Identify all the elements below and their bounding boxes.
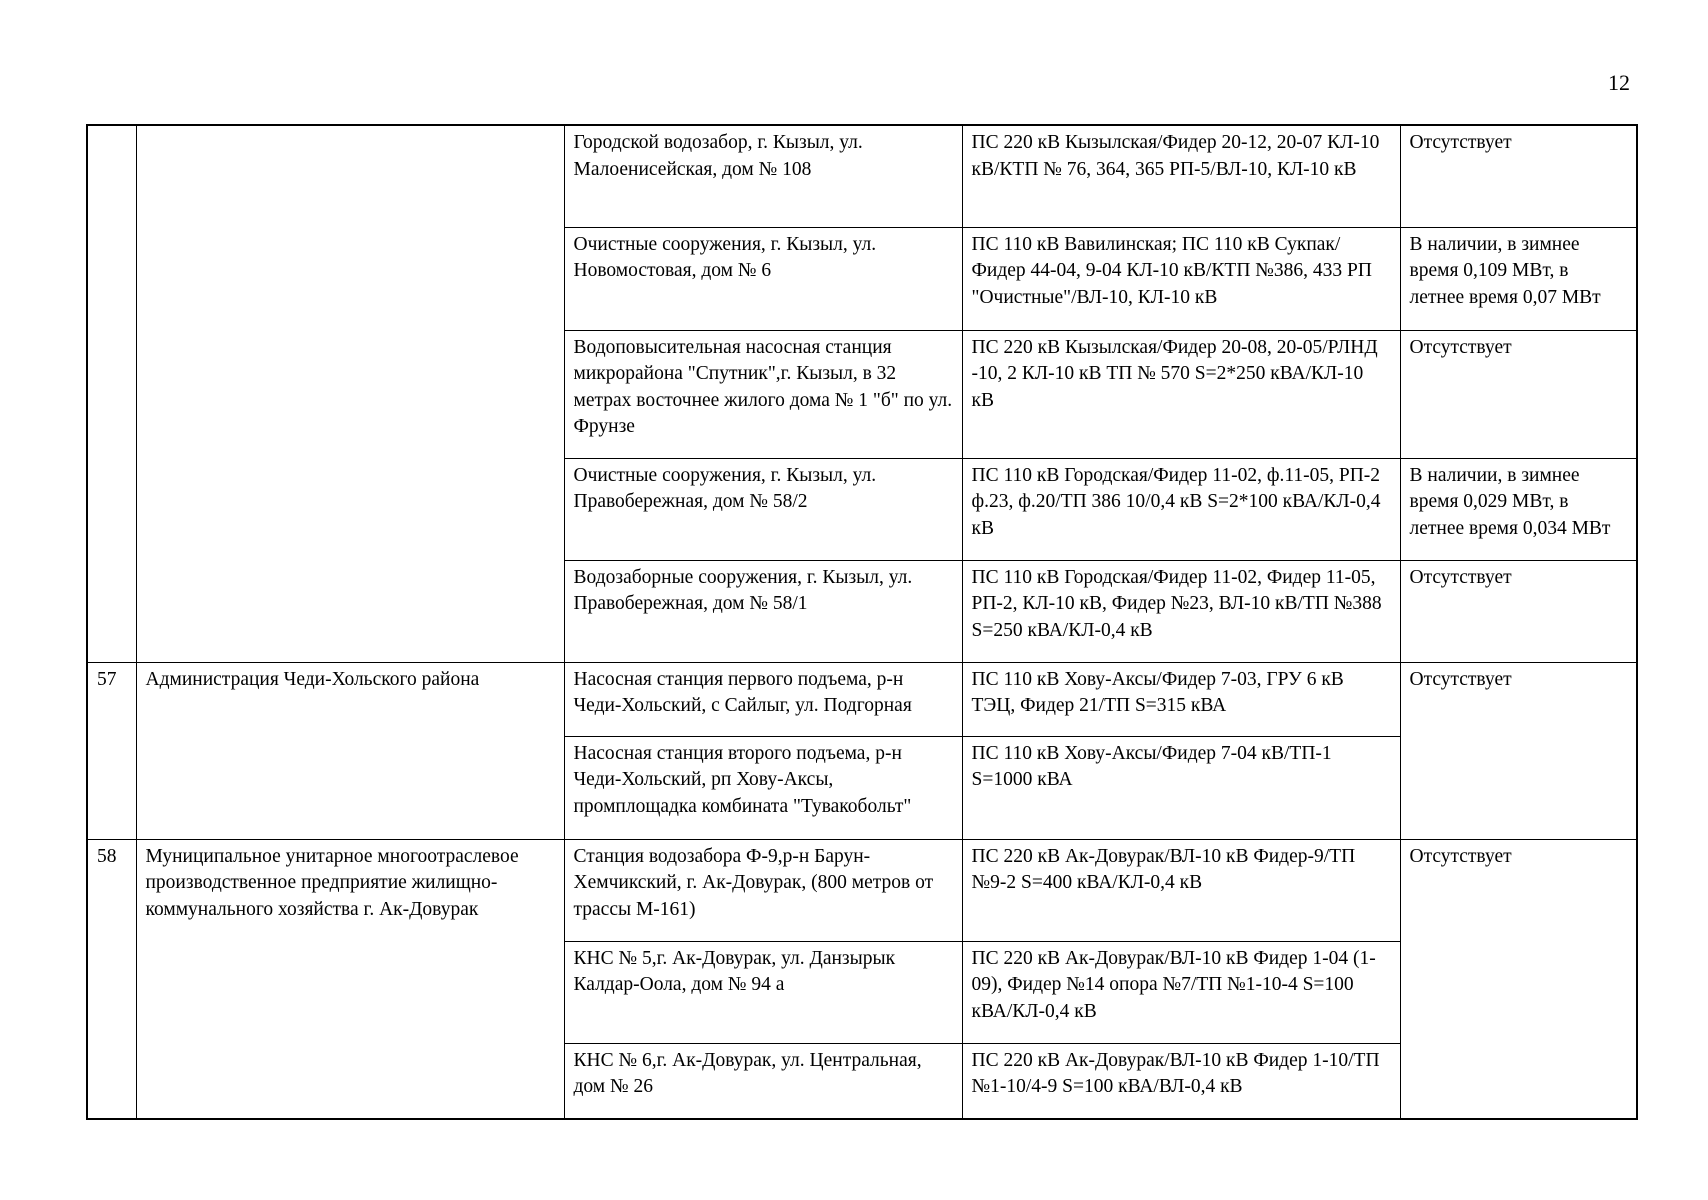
power-supply-cell: ПС 220 кВ Кызылская/Фидер 20-08, 20-05/РЛНД -10, 2 КЛ-10 кВ ТП № 570 S=2*250 кВА/КЛ-10 кВ: [962, 330, 1400, 458]
status-cell: Отсутствует: [1400, 560, 1637, 662]
status-cell: В наличии, в зимнее время 0,029 МВт, в летнее время 0,034 МВт: [1400, 458, 1637, 560]
object-cell: Очистные сооружения, г. Кызыл, ул. Новомостовая, дом № 6: [564, 227, 962, 330]
status-cell: Отсутствует: [1400, 330, 1637, 458]
table-row: [87, 662, 1637, 736]
organization-cell: Муниципальное унитарное многоотраслевое производственное предприятие жилищно-коммунального хозяйства г. Ак-Довурак: [136, 839, 564, 1119]
power-supply-cell: ПС 110 кВ Вавилинская; ПС 110 кВ Сукпак/Фидер 44-04, 9-04 КЛ-10 кВ/КТП №386, 433 РП "Очистные"/ВЛ-10, КЛ-10 кВ: [962, 227, 1400, 330]
power-supply-cell: ПС 110 кВ Городская/Фидер 11-02, ф.11-05, РП-2 ф.23, ф.20/ТП 386 10/0,4 кВ S=2*100 кВА/КЛ-0,4 кВ: [962, 458, 1400, 560]
status-cell: Отсутствует: [1400, 125, 1637, 227]
row-number: [87, 125, 136, 662]
table-row: [87, 839, 1637, 941]
object-cell: Городской водозабор, г. Кызыл, ул. Малоенисейская, дом № 108: [564, 125, 962, 227]
power-supply-cell: ПС 110 кВ Хову-Аксы/Фидер 7-03, ГРУ 6 кВ ТЭЦ, Фидер 21/ТП S=315 кВА: [962, 662, 1400, 736]
object-cell: Насосная станция второго подъема, р-н Чеди-Хольский, рп Хову-Аксы, промплощадка комбината "Тувакобольт": [564, 736, 962, 839]
table-row: [87, 125, 1637, 227]
organization-cell: Администрация Чеди-Хольского района: [136, 662, 564, 839]
page-number: 12: [1608, 70, 1630, 95]
object-cell: Очистные сооружения, г. Кызыл, ул. Правобережная, дом № 58/2: [564, 458, 962, 560]
power-supply-cell: ПС 110 кВ Хову-Аксы/Фидер 7-04 кВ/ТП-1 S=1000 кВА: [962, 736, 1400, 839]
status-cell: В наличии, в зимнее время 0,109 МВт, в летнее время 0,07 МВт: [1400, 227, 1637, 330]
facilities-table: [86, 124, 1638, 1120]
object-cell: КНС № 5,г. Ак-Довурак, ул. Данзырык Калдар-Оола, дом № 94 а: [564, 941, 962, 1043]
power-supply-cell: ПС 220 кВ Кызылская/Фидер 20-12, 20-07 КЛ-10 кВ/КТП № 76, 364, 365 РП-5/ВЛ-10, КЛ-10 кВ: [962, 125, 1400, 227]
object-cell: Водозаборные сооружения, г. Кызыл, ул. Правобережная, дом № 58/1: [564, 560, 962, 662]
row-number: 58: [87, 839, 136, 1119]
object-cell: Водоповысительная насосная станция микрорайона "Спутник",г. Кызыл, в 32 метрах восточнее жилого дома № 1 "б" по ул. Фрунзе: [564, 330, 962, 458]
status-cell: Отсутствует: [1400, 839, 1637, 1119]
object-cell: КНС № 6,г. Ак-Довурак, ул. Центральная, дом № 26: [564, 1043, 962, 1119]
object-cell: Станция водозабора Ф-9,р-н Барун-Хемчикский, г. Ак-Довурак, (800 метров от трассы М-161): [564, 839, 962, 941]
organization-cell: [136, 125, 564, 662]
object-cell: Насосная станция первого подъема, р-н Чеди-Хольский, с Сайлыг, ул. Подгорная: [564, 662, 962, 736]
power-supply-cell: ПС 220 кВ Ак-Довурак/ВЛ-10 кВ Фидер-9/ТП №9-2 S=400 кВА/КЛ-0,4 кВ: [962, 839, 1400, 941]
power-supply-cell: ПС 220 кВ Ак-Довурак/ВЛ-10 кВ Фидер 1-10/ТП №1-10/4-9 S=100 кВА/ВЛ-0,4 кВ: [962, 1043, 1400, 1119]
power-supply-cell: ПС 110 кВ Городская/Фидер 11-02, Фидер 11-05, РП-2, КЛ-10 кВ, Фидер №23, ВЛ-10 кВ/ТП №388 S=250 кВА/КЛ-0,4 кВ: [962, 560, 1400, 662]
status-cell: Отсутствует: [1400, 662, 1637, 839]
row-number: 57: [87, 662, 136, 839]
power-supply-cell: ПС 220 кВ Ак-Довурак/ВЛ-10 кВ Фидер 1-04 (1-09), Фидер №14 опора №7/ТП №1-10-4 S=100 кВА/КЛ-0,4 кВ: [962, 941, 1400, 1043]
